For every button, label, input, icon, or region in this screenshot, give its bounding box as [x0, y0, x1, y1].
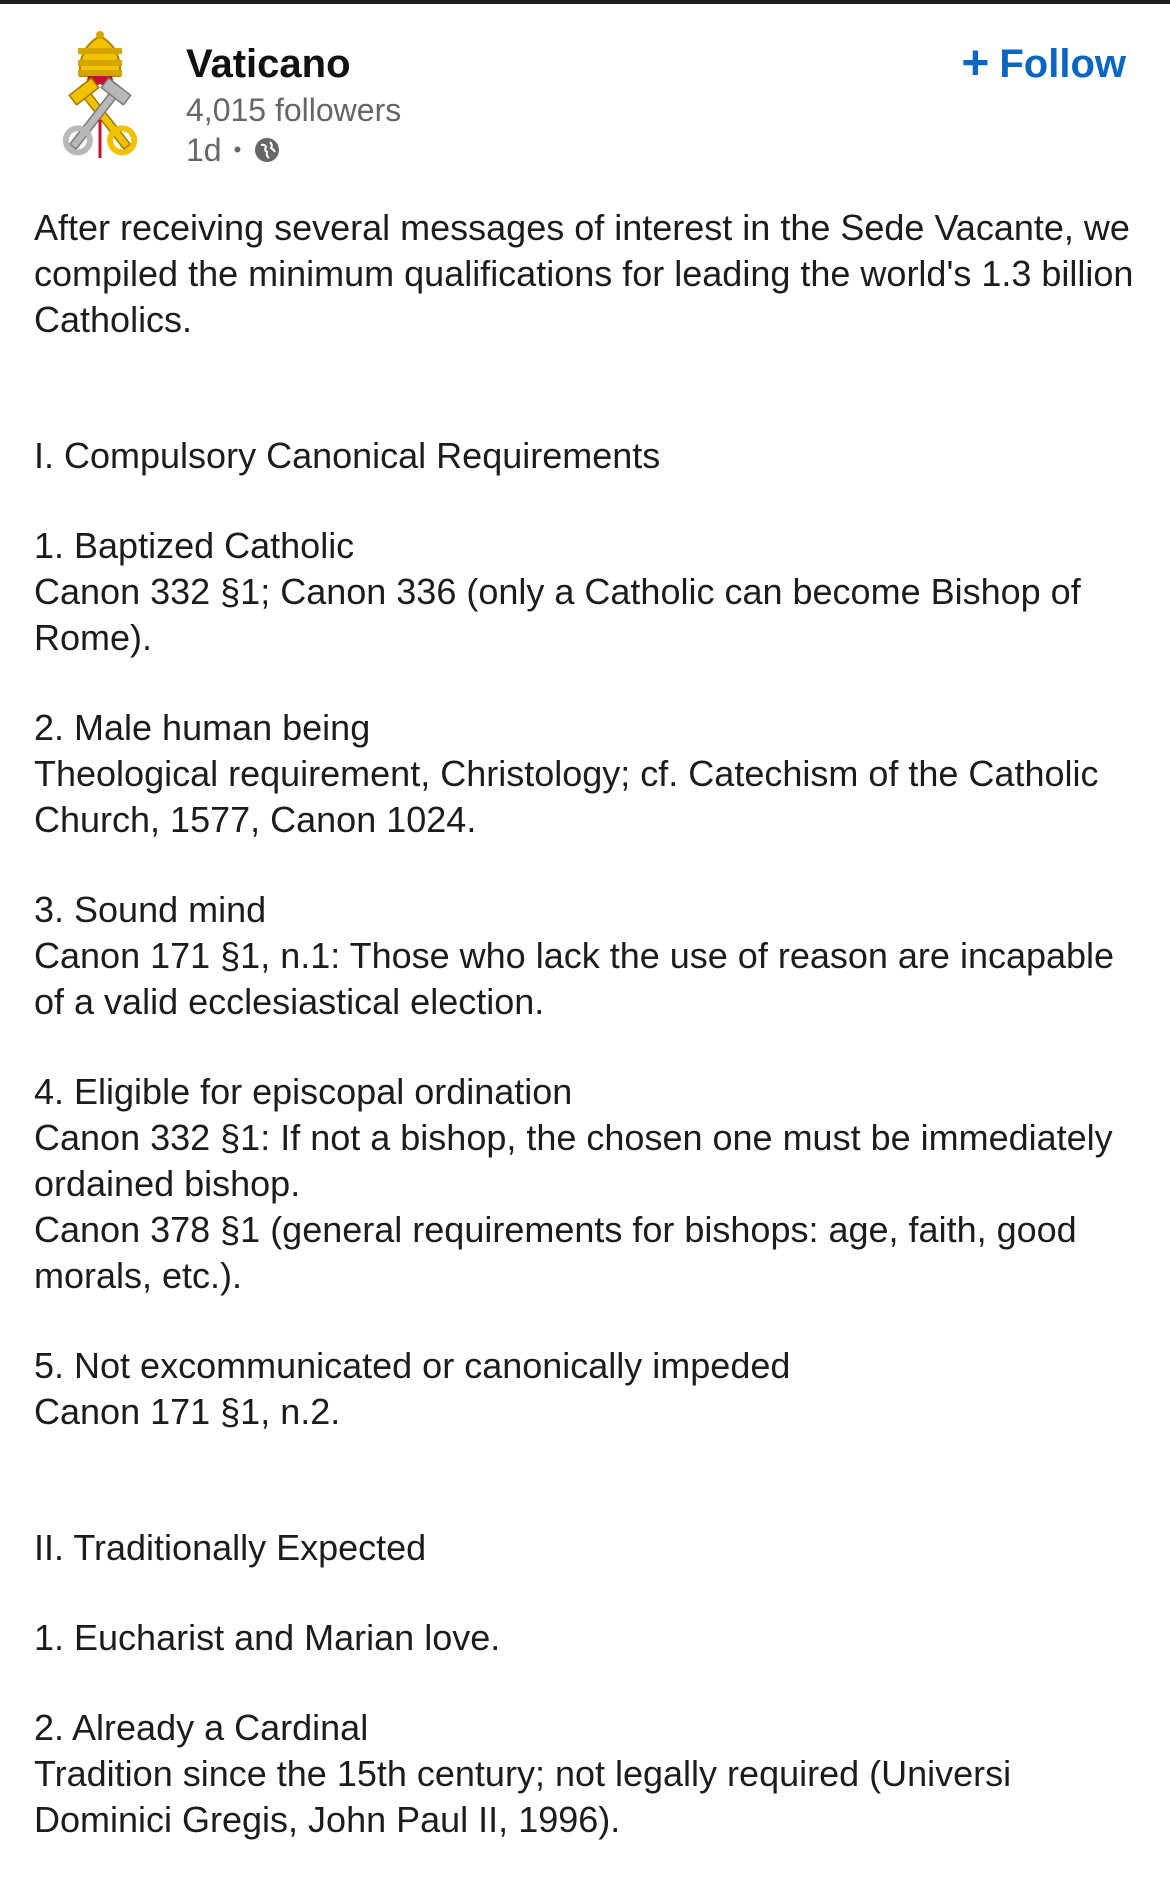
item-title: 5. Not excommunicated or canonically impeded: [34, 1345, 791, 1386]
list-item: [34, 1615, 1134, 1661]
post-header: [0, 0, 1170, 180]
post-meta: [186, 130, 281, 170]
item-detail: Canon 332 §1; Canon 336 (only a Catholic can become Bishop of Rome).: [34, 571, 1081, 658]
post-body: [34, 205, 1134, 1887]
plus-icon: +: [961, 37, 990, 90]
item-detail: Canon 378 §1 (general requirements for bishops: age, faith, good morals, etc.).: [34, 1209, 1077, 1296]
item-detail: Canon 332 §1: If not a bishop, the chosen one must be immediately ordained bishop.: [34, 1117, 1113, 1204]
item-detail: Tradition since the 15th century; not legally required (Universi Dominici Gregis, John Paul II, 1996).: [34, 1753, 1012, 1840]
follow-label: Follow: [999, 42, 1126, 86]
item-title: 4. Eligible for episcopal ordination: [34, 1071, 573, 1112]
section-heading: I. Compulsory Canonical Requirements: [34, 435, 661, 476]
papal-coat-of-arms-icon: [44, 30, 156, 162]
list-item: [34, 1069, 1134, 1299]
item-title: 2. Already a Cardinal: [34, 1707, 369, 1748]
item-title: 1. Baptized Catholic: [34, 525, 355, 566]
list-item: [34, 887, 1134, 1025]
item-detail: Canon 171 §1, n.2.: [34, 1391, 341, 1432]
separator-dot: •: [233, 137, 242, 162]
list-item: [34, 1705, 1134, 1843]
item-detail: Theological requirement, Christology; cf. Catechism of the Catholic Church, 1577, Canon 1024.: [34, 753, 1099, 840]
list-item: [34, 1343, 1134, 1435]
post-intro: After receiving several messages of interest in the Sede Vacante, we compiled the minimum qualifications for leading the world's 1.3 billion Catholics.: [34, 207, 1134, 340]
follow-button[interactable]: [961, 37, 1126, 90]
follower-count: 4,015 followers: [186, 92, 402, 128]
author-name[interactable]: Vaticano: [186, 42, 351, 86]
item-title: 1. Eucharist and Marian love.: [34, 1617, 501, 1658]
item-title: 2. Male human being: [34, 707, 371, 748]
globe-icon: [253, 136, 281, 164]
section-heading: II. Traditionally Expected: [34, 1527, 427, 1568]
author-avatar[interactable]: [44, 30, 156, 162]
list-item: [34, 523, 1134, 661]
post-time: 1d: [186, 132, 222, 168]
list-item: [34, 705, 1134, 843]
item-title: 3. Sound mind: [34, 889, 267, 930]
item-detail: Canon 171 §1, n.1: Those who lack the use of reason are incapable of a valid ecclesiastical election.: [34, 935, 1115, 1022]
